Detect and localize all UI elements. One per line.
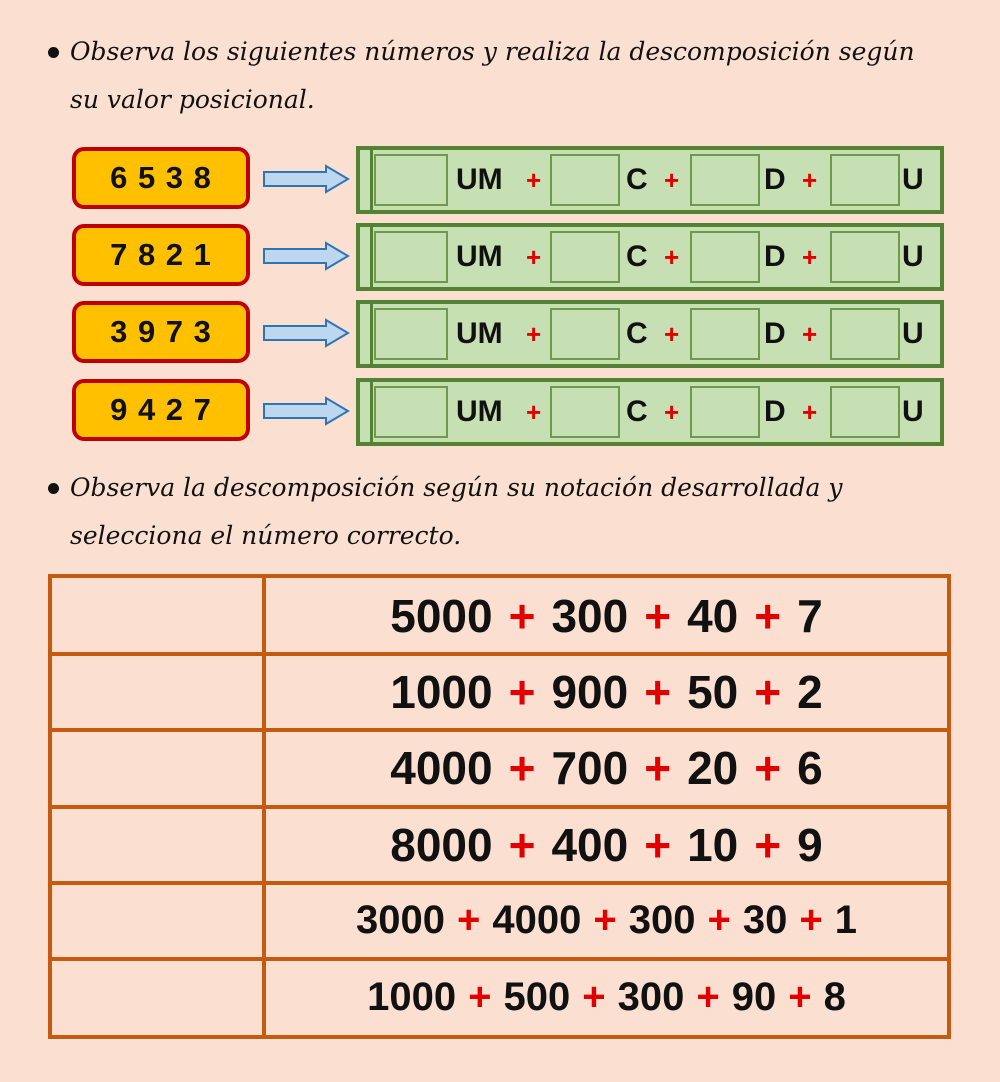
sum-term: 8 [823, 974, 846, 1019]
plus-sign: + [802, 396, 818, 427]
answer-cell[interactable] [374, 231, 448, 283]
answer-cell[interactable] [52, 578, 262, 652]
answer-cell[interactable] [374, 308, 448, 360]
plus-sign: + [526, 164, 542, 195]
number-box: 3 9 7 3 [72, 301, 250, 363]
answer-cell[interactable] [690, 308, 760, 360]
bullet-icon [48, 483, 59, 494]
sum-term: 400 [551, 818, 629, 871]
place-value-label: C [626, 395, 648, 428]
place-value-label: D [764, 395, 786, 428]
place-value-label: C [626, 163, 648, 196]
decomposition-row [356, 146, 944, 214]
plus-sign: + [468, 974, 492, 1019]
place-value-label: UM [456, 395, 503, 428]
place-value-label: UM [456, 240, 503, 273]
sum-term: 300 [551, 590, 629, 643]
answer-cell[interactable] [52, 654, 262, 728]
place-value-label: UM [456, 317, 503, 350]
sum-term: 30 [742, 898, 788, 943]
plus-sign: + [788, 974, 812, 1019]
arrow-right-icon [262, 396, 350, 426]
plus-sign: + [696, 974, 720, 1019]
expanded-sum-row [266, 654, 947, 730]
place-value-label: C [626, 240, 648, 273]
plus-sign: + [457, 898, 481, 943]
plus-sign: + [802, 318, 818, 349]
plus-sign: + [508, 818, 536, 871]
plus-sign: + [644, 666, 672, 719]
answer-cell[interactable] [690, 386, 760, 438]
answer-cell[interactable] [374, 154, 448, 206]
sum-term: 1000 [367, 974, 457, 1019]
decomposition-row [356, 223, 944, 291]
place-value-label: U [902, 317, 924, 350]
plus-sign: + [707, 898, 731, 943]
arrow-right-icon [262, 241, 350, 271]
answer-cell[interactable] [550, 308, 620, 360]
plus-sign: + [526, 396, 542, 427]
divider [370, 150, 373, 210]
answer-cell[interactable] [830, 231, 900, 283]
plus-sign: + [508, 666, 536, 719]
expanded-sum-row [266, 883, 947, 959]
answer-cell[interactable] [830, 386, 900, 438]
expanded-sum-row [266, 807, 947, 883]
sum-term: 1000 [390, 666, 493, 719]
answer-cell[interactable] [374, 386, 448, 438]
expanded-notation-table [48, 574, 951, 1039]
answer-cell[interactable] [550, 386, 620, 438]
instruction-2 [48, 464, 948, 560]
bullet-icon [48, 47, 59, 58]
sum-term: 7 [797, 590, 823, 643]
expanded-sum-row [266, 730, 947, 806]
place-value-label: UM [456, 163, 503, 196]
sum-term: 90 [731, 974, 777, 1019]
answer-cell[interactable] [690, 231, 760, 283]
sum-term: 4000 [492, 898, 582, 943]
decomposition-row [356, 378, 944, 446]
divider [370, 304, 373, 364]
plus-sign: + [526, 241, 542, 272]
answer-cell[interactable] [550, 231, 620, 283]
place-value-label: D [764, 240, 786, 273]
number-box: 9 4 2 7 [72, 379, 250, 441]
number-box: 6 5 3 8 [72, 147, 250, 209]
plus-sign: + [582, 974, 606, 1019]
place-value-label: D [764, 317, 786, 350]
sum-term: 10 [687, 818, 739, 871]
place-value-label: U [902, 240, 924, 273]
plus-sign: + [526, 318, 542, 349]
arrow-right-icon [262, 318, 350, 348]
sum-term: 3000 [356, 898, 446, 943]
sum-term: 300 [617, 974, 685, 1019]
plus-sign: + [644, 590, 672, 643]
sum-term: 500 [503, 974, 571, 1019]
place-value-label: D [764, 163, 786, 196]
answer-cell[interactable] [52, 730, 262, 804]
sum-term: 20 [687, 742, 739, 795]
place-value-label: U [902, 395, 924, 428]
divider [370, 227, 373, 287]
answer-cell[interactable] [52, 883, 262, 957]
expanded-sum-row [266, 959, 947, 1035]
sum-term: 4000 [390, 742, 493, 795]
plus-sign: + [644, 818, 672, 871]
sum-term: 40 [687, 590, 739, 643]
answer-cell[interactable] [550, 154, 620, 206]
plus-sign: + [802, 241, 818, 272]
sum-term: 50 [687, 666, 739, 719]
plus-sign: + [754, 818, 782, 871]
sum-term: 5000 [390, 590, 493, 643]
divider [370, 382, 373, 442]
answer-cell[interactable] [830, 154, 900, 206]
answer-cell[interactable] [52, 807, 262, 881]
plus-sign: + [664, 396, 680, 427]
answer-cell[interactable] [690, 154, 760, 206]
answer-cell[interactable] [830, 308, 900, 360]
plus-sign: + [508, 742, 536, 795]
sum-term: 1 [834, 898, 857, 943]
plus-sign: + [664, 318, 680, 349]
expanded-sum-row [266, 578, 947, 654]
number-box: 7 8 2 1 [72, 224, 250, 286]
plus-sign: + [593, 898, 617, 943]
sum-term: 8000 [390, 818, 493, 871]
sum-term: 9 [797, 818, 823, 871]
arrow-right-icon [262, 164, 350, 194]
plus-sign: + [644, 742, 672, 795]
plus-sign: + [802, 164, 818, 195]
answer-cell[interactable] [52, 959, 262, 1033]
instruction-1-text: Observa los siguientes números y realiza la descomposición según su valor posicional. [70, 37, 915, 114]
sum-term: 6 [797, 742, 823, 795]
sum-term: 2 [797, 666, 823, 719]
plus-sign: + [664, 241, 680, 272]
instruction-2-text: Observa la descomposición según su notación desarrollada y selecciona el número correcto. [70, 473, 843, 550]
sum-term: 300 [628, 898, 696, 943]
plus-sign: + [754, 666, 782, 719]
decomposition-row [356, 300, 944, 368]
place-value-label: U [902, 163, 924, 196]
plus-sign: + [799, 898, 823, 943]
sum-term: 900 [551, 666, 629, 719]
plus-sign: + [664, 164, 680, 195]
plus-sign: + [754, 742, 782, 795]
sum-term: 700 [551, 742, 629, 795]
plus-sign: + [754, 590, 782, 643]
instruction-1 [48, 28, 948, 124]
place-value-label: C [626, 317, 648, 350]
plus-sign: + [508, 590, 536, 643]
